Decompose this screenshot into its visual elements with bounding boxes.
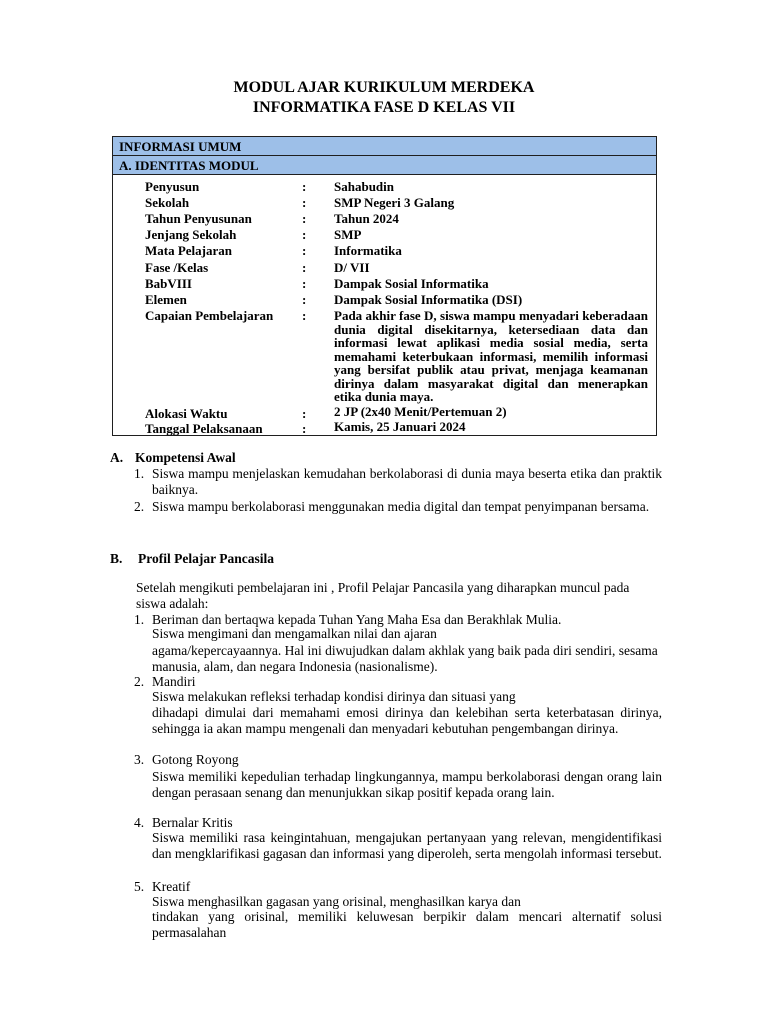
info-colon: :: [302, 243, 307, 258]
info-colon: :: [302, 406, 307, 421]
profil-item-desc: agama/kepercayaannya. Hal ini diwujudkan dalam akhlak yang baik pada diri sendiri, sesama manusia, alam, dan negara Indonesia (nasionalisme).: [152, 643, 658, 674]
kompetensi-item-number: 1.: [134, 466, 145, 481]
profil-item-number: 4.: [134, 815, 145, 830]
info-colon: :: [302, 260, 307, 275]
general-info-table: [112, 136, 657, 436]
kompetensi-item-text: Siswa mampu menjelaskan kemudahan berkolaborasi di dunia maya beserta etika dan praktik baiknya.: [152, 466, 662, 497]
profil-item-number: 5.: [134, 879, 145, 894]
info-value: D/ VII: [334, 260, 370, 275]
profil-item-number: 3.: [134, 752, 145, 767]
info-label: Elemen: [145, 292, 187, 307]
info-colon: :: [302, 292, 307, 307]
info-value: Pada akhir fase D, siswa mampu menyadari keberadaan dunia digital disekitarnya, ketersediaan data dan informasi lewat aplikasi media sosial media, serta memahami keterbukaan informasi, memilih informasi yang bersifat publik atau privat, menjaga keamanan dirinya dalam masyarakat digital dan menerapkan etika dunia maya.: [334, 308, 648, 404]
info-value: Dampak Sosial Informatika (DSI): [334, 292, 523, 307]
info-label: Sekolah: [145, 195, 190, 210]
profil-item-desc: Siswa melakukan refleksi terhadap kondisi dirinya dan situasi yang: [152, 689, 516, 704]
info-label: Mata Pelajaran: [145, 243, 233, 258]
info-value: Sahabudin: [334, 179, 394, 194]
info-label: Tahun Penyusunan: [145, 211, 252, 226]
profil-item-title: Kreatif: [152, 879, 191, 894]
profil-item-desc: Siswa menghasilkan gagasan yang orisinal, menghasilkan karya dan: [152, 894, 521, 909]
section-b-heading: Profil Pelajar Pancasila: [138, 551, 274, 566]
info-colon: :: [302, 276, 307, 291]
section-a-marker: A.: [110, 450, 124, 465]
profil-item-desc: tindakan yang orisinal, memiliki keluwesan berpikir dalam mencari alternatif solusi permasalahan: [152, 909, 662, 940]
section-a-heading: Kompetensi Awal: [135, 450, 236, 465]
info-colon: :: [302, 179, 307, 194]
info-label: Capaian Pembelajaran: [145, 308, 274, 323]
info-colon: :: [302, 227, 307, 242]
info-colon: :: [302, 421, 307, 436]
info-value: 2 JP (2x40 Menit/Pertemuan 2): [334, 404, 507, 419]
info-label: Alokasi Waktu: [145, 406, 228, 421]
info-label: Fase /Kelas: [145, 260, 209, 275]
general-info-header: INFORMASI UMUM: [113, 137, 656, 156]
profil-item-number: 1.: [134, 612, 145, 627]
info-label: BabVIII: [145, 276, 192, 291]
module-identity-header: A. IDENTITAS MODUL: [113, 156, 656, 175]
info-value: Tahun 2024: [334, 211, 399, 226]
profil-item-desc: Siswa memiliki rasa keingintahuan, mengajukan pertanyaan yang relevan, mengidentifikasi dan mengklarifikasi gagasan dan informasi yang diperoleh, serta mengolah informasi tersebut.: [152, 830, 662, 861]
profil-item-title: Beriman dan bertaqwa kepada Tuhan Yang Maha Esa dan Berakhlak Mulia.: [152, 612, 562, 627]
info-colon: :: [302, 308, 307, 323]
kompetensi-item-text: Siswa mampu berkolaborasi menggunakan media digital dan tempat penyimpanan bersama.: [152, 499, 650, 514]
profil-item-desc: Siswa memiliki kepedulian terhadap lingkungannya, mampu berkolaborasi dengan orang lain dengan perasaan senang dan menunjukkan sikap positif kepada orang lain.: [152, 769, 662, 800]
info-label: Penyusun: [145, 179, 200, 194]
profil-item-desc: dihadapi dimulai dari memahami emosi dirinya dan kelebihan serta keterbatasan dirinya, sehingga ia akan mampu mengenali dan menyadari kebutuhan pengembangan dirinya.: [152, 705, 662, 736]
info-value: SMP: [334, 227, 362, 242]
document-title-line-1: MODUL AJAR KURIKULUM MERDEKA: [233, 79, 535, 96]
info-value: Informatika: [334, 243, 402, 258]
info-colon: :: [302, 211, 307, 226]
profil-intro: Setelah mengikuti pembelajaran ini , Profil Pelajar Pancasila yang diharapkan muncul pada siswa adalah:: [136, 580, 630, 611]
profil-item-number: 2.: [134, 674, 145, 689]
info-value: SMP Negeri 3 Galang: [334, 195, 455, 210]
document-title-line-2: INFORMATIKA FASE D KELAS VII: [252, 99, 516, 116]
profil-item-title: Gotong Royong: [152, 752, 239, 767]
kompetensi-item-number: 2.: [134, 499, 145, 514]
info-label: Tanggal Pelaksanaan: [145, 421, 263, 436]
profil-item-desc: Siswa mengimani dan mengamalkan nilai dan ajaran: [152, 626, 437, 641]
info-label: Jenjang Sekolah: [145, 227, 237, 242]
info-colon: :: [302, 195, 307, 210]
profil-item-title: Bernalar Kritis: [152, 815, 233, 830]
info-value: Kamis, 25 Januari 2024: [334, 419, 466, 434]
profil-item-title: Mandiri: [152, 674, 196, 689]
info-value: Dampak Sosial Informatika: [334, 276, 489, 291]
section-b-marker: B.: [110, 551, 123, 566]
